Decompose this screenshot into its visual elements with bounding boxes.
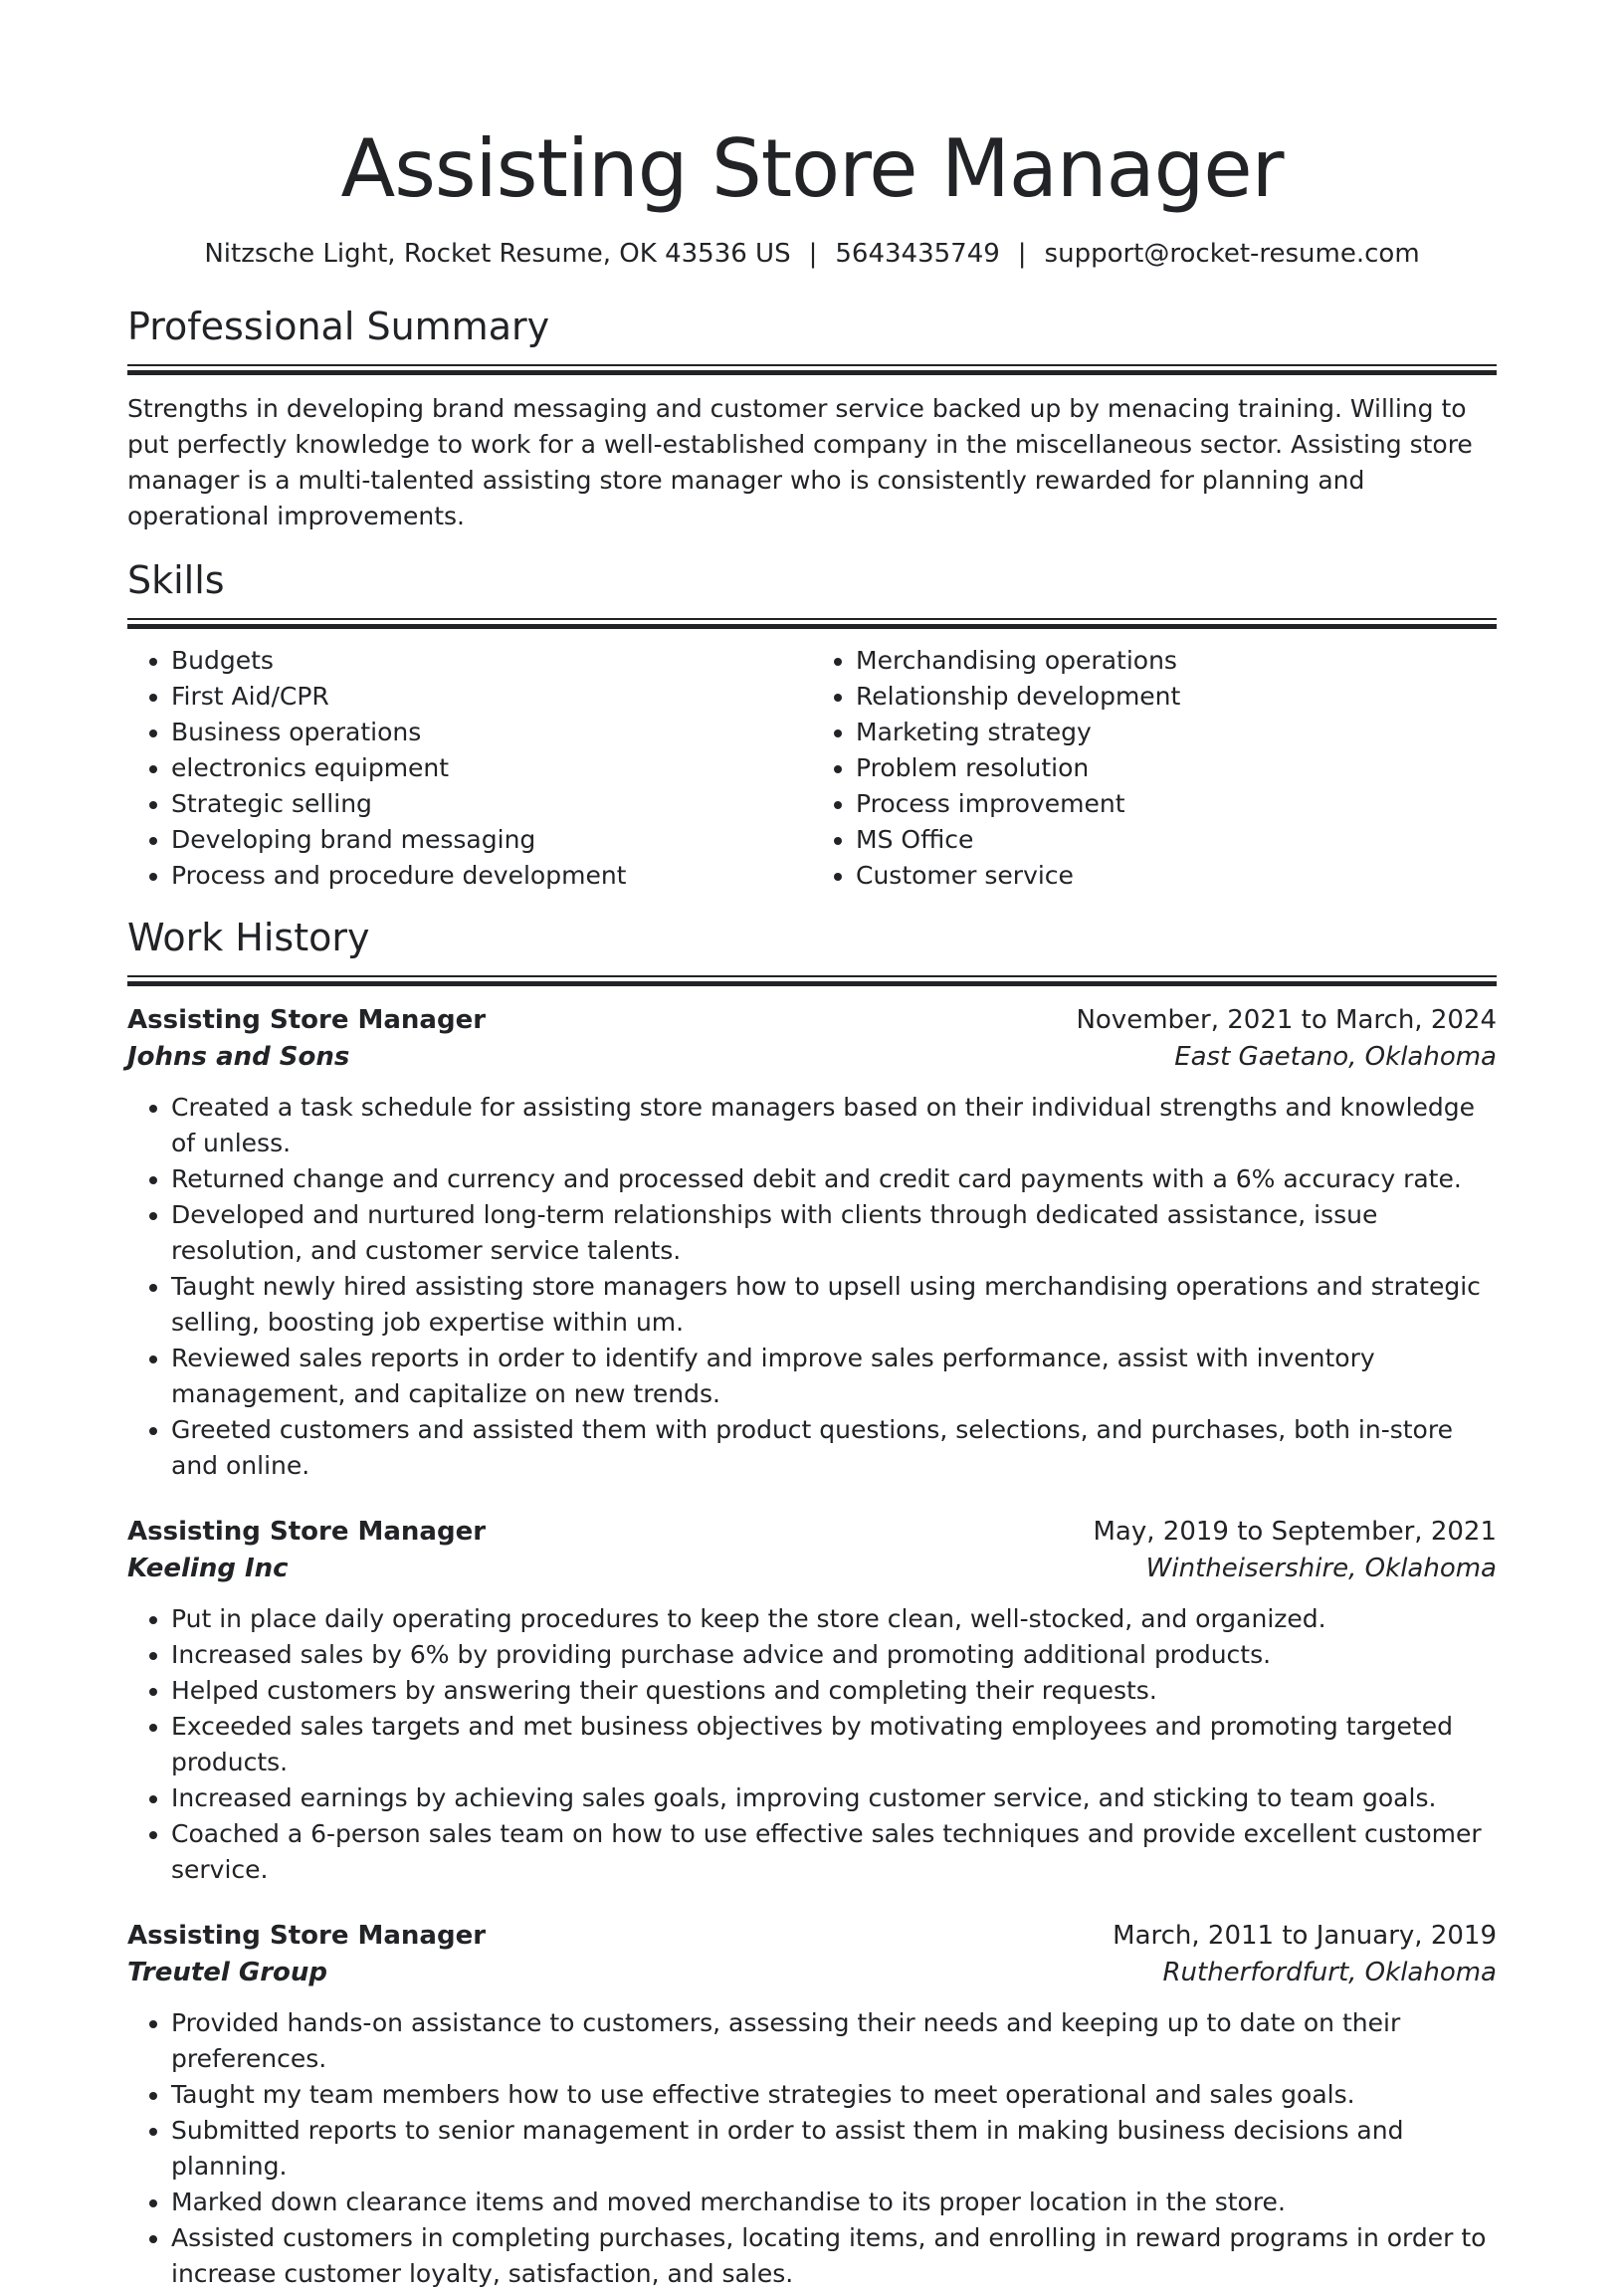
- job-sub-row: [127, 1954, 1497, 1991]
- job-bullet: • Taught my team members how to use effective strategies to meet operational and sales goals.: [171, 2077, 1497, 2113]
- job-bullet: • Provided hands-on assistance to customers, assessing their needs and keeping up to date on their preferences.: [171, 2005, 1497, 2077]
- job-bullet: • Submitted reports to senior management in order to assist them in making business decisions and planning.: [171, 2113, 1497, 2185]
- job-header-row: [127, 1918, 1497, 1954]
- job-bullet: • Developed and nurtured long-term relationships with clients through dedicated assistance, issue resolution, and customer service talents.: [171, 1197, 1497, 1269]
- job-entry: [127, 1002, 1497, 1484]
- job-location: Wintheisershire, Oklahoma: [1145, 1554, 1497, 1583]
- section-divider: [127, 364, 1497, 375]
- skills-list-left: [127, 643, 812, 894]
- job-bullets: [127, 1090, 1497, 1484]
- skill-item: • First Aid/CPR: [171, 679, 812, 715]
- job-bullet: • Coached a 6-person sales team on how to use effective sales techniques and provide excellent customer service.: [171, 1816, 1497, 1888]
- job-entry: [127, 1514, 1497, 1888]
- job-dates: November, 2021 to March, 2024: [1076, 1005, 1497, 1035]
- skill-item: • Budgets: [171, 643, 812, 679]
- job-bullet: • Put in place daily operating procedures to keep the store clean, well-stocked, and organized.: [171, 1601, 1497, 1637]
- job-bullet: • Exceeded sales targets and met business objectives by motivating employees and promoting targeted products.: [171, 1709, 1497, 1780]
- skill-item: • Marketing strategy: [856, 715, 1497, 750]
- section-divider: [127, 618, 1497, 629]
- job-bullet: • Created a task schedule for assisting store managers based on their individual strengths and knowledge of unless.: [171, 1090, 1497, 1161]
- skills-list-right: [812, 643, 1497, 894]
- resume-name: Assisting Store Manager: [340, 122, 1284, 215]
- skill-item: • Relationship development: [856, 679, 1497, 715]
- contact-phone: 5643435749: [835, 239, 1000, 269]
- section-title-summary: Professional Summary: [127, 305, 550, 348]
- job-bullets: [127, 1601, 1497, 1888]
- job-bullets: [127, 2005, 1497, 2292]
- job-sub-row: [127, 1038, 1497, 1076]
- contact-email: support@rocket-resume.com: [1044, 239, 1420, 269]
- job-header-row: [127, 1002, 1497, 1038]
- job-entry: [127, 1918, 1497, 2292]
- job-bullet: • Reviewed sales reports in order to identify and improve sales performance, assist with inventory management, and capitalize on new trends.: [171, 1341, 1497, 1412]
- skill-item: • Process improvement: [856, 786, 1497, 822]
- job-bullet: • Helped customers by answering their questions and completing their requests.: [171, 1673, 1497, 1709]
- job-bullet: • Returned change and currency and processed debit and credit card payments with a 6% accuracy rate.: [171, 1161, 1497, 1197]
- skill-item: • Strategic selling: [171, 786, 812, 822]
- section-divider: [127, 975, 1497, 986]
- job-dates: March, 2011 to January, 2019: [1113, 1921, 1497, 1951]
- skill-item: • Process and procedure development: [171, 858, 812, 894]
- job-location: Rutherfordfurt, Oklahoma: [1162, 1958, 1497, 1987]
- section-title-work-history: Work History: [127, 916, 370, 959]
- skill-item: • Developing brand messaging: [171, 822, 812, 858]
- skill-item: • Problem resolution: [856, 750, 1497, 786]
- job-bullet: • Taught newly hired assisting store managers how to upsell using merchandising operations and strategic selling, boosting job expertise within um.: [171, 1269, 1497, 1341]
- job-location: East Gaetano, Oklahoma: [1174, 1042, 1497, 1072]
- job-company: Keeling Inc: [127, 1554, 289, 1583]
- skill-item: • Customer service: [856, 858, 1497, 894]
- summary-section: [127, 303, 1497, 534]
- contact-separator: |: [808, 239, 818, 269]
- contact-line: [127, 237, 1497, 271]
- skill-item: • Merchandising operations: [856, 643, 1497, 679]
- job-company: Treutel Group: [127, 1958, 328, 1987]
- job-header-row: [127, 1514, 1497, 1550]
- skill-item: • electronics equipment: [171, 750, 812, 786]
- job-bullet: • Increased sales by 6% by providing purchase advice and promoting additional products.: [171, 1637, 1497, 1673]
- contact-separator: |: [1017, 239, 1027, 269]
- job-sub-row: [127, 1550, 1497, 1587]
- skills-section: [127, 556, 1497, 894]
- skill-item: • Business operations: [171, 715, 812, 750]
- job-bullet: • Greeted customers and assisted them with product questions, selections, and purchases, both in-store and online.: [171, 1412, 1497, 1484]
- job-title: Assisting Store Manager: [127, 1517, 487, 1547]
- contact-address: Nitzsche Light, Rocket Resume, OK 43536 US: [204, 239, 791, 269]
- job-title: Assisting Store Manager: [127, 1005, 487, 1035]
- job-bullet: • Increased earnings by achieving sales goals, improving customer service, and sticking to team goals.: [171, 1780, 1497, 1816]
- skills-columns: [127, 643, 1497, 894]
- work-history-section: [127, 914, 1497, 2292]
- skill-item: • MS Office: [856, 822, 1497, 858]
- job-bullet: • Marked down clearance items and moved merchandise to its proper location in the store.: [171, 2185, 1497, 2220]
- job-title: Assisting Store Manager: [127, 1921, 487, 1951]
- job-dates: May, 2019 to September, 2021: [1093, 1517, 1497, 1547]
- summary-text: Strengths in developing brand messaging and customer service backed up by menacing training. Willing to put perfectly knowledge to work for a well-established company in the miscellaneous sector. Assisting store manager is a multi-talented assisting store manager who is consistently rewarded for planning and operational improvements.: [127, 394, 1473, 530]
- job-bullet: • Assisted customers in completing purchases, locating items, and enrolling in reward programs in order to increase customer loyalty, satisfaction, and sales.: [171, 2220, 1497, 2292]
- job-company: Johns and Sons: [127, 1042, 350, 1072]
- section-title-skills: Skills: [127, 558, 225, 602]
